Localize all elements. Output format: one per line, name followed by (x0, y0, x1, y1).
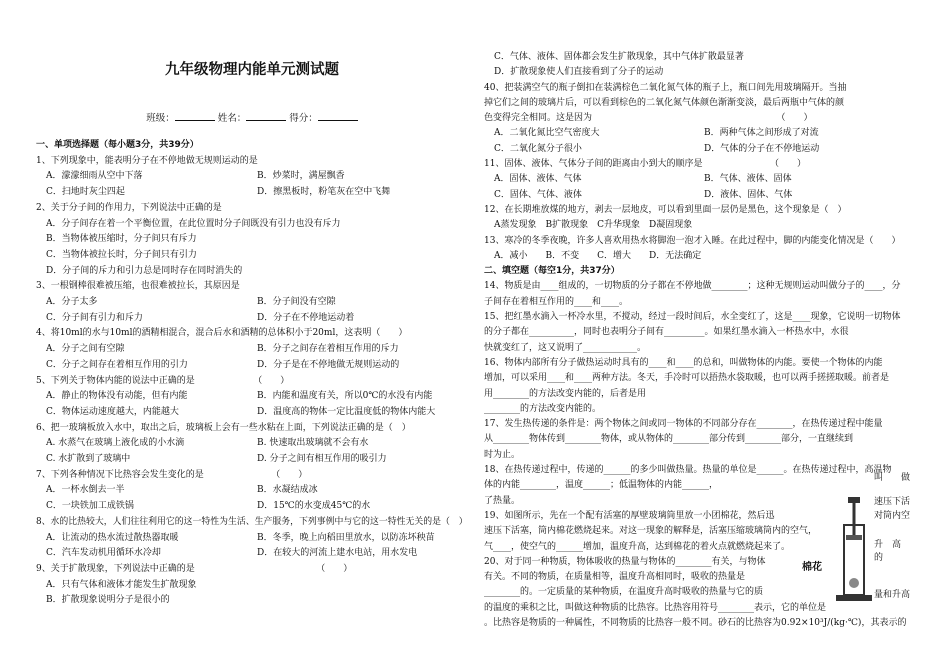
question-line: 11、固体、液体、气体分子间的距离由小到大的顺序是 （ ） (484, 159, 806, 170)
side-text-1: 速压下活 (874, 497, 911, 507)
question-line: C．气体、液体、固体都会发生扩散现象，其中气体扩散最显著 (494, 52, 744, 62)
option-text: C．一块铁加工成铁锅 (46, 501, 134, 512)
option-text: D．温度高的物体一定比温度低的物体内能大 (257, 406, 436, 417)
side-text-4: 量和升高 (874, 590, 911, 600)
option-text: C．二氧化氮分子很小 (494, 143, 582, 154)
question-line: ________的方法改变内能的。 (484, 403, 602, 414)
question-line (36, 342, 468, 358)
question-line (36, 169, 468, 185)
question-line: 12、在长期堆放煤的地方，剥去一层地皮，可以看到里面一层仍是黑色，这个现象是（ ） (484, 204, 847, 215)
option-text: C．汽车发动机用循环水冷却 (46, 548, 161, 559)
question-line: 3、一根钢棒很难被压缩，也很难被拉长，其原因是 (36, 281, 240, 292)
option-text: D．分子是在不停地做无规则运动的 (257, 359, 400, 370)
option-text: B．水凝结成冰 (257, 485, 318, 496)
option-text: B．冬季，晚上向稻田里放水，以防冻坏秧苗 (257, 532, 435, 543)
question-line: 17、发生热传递的条件是：两个物体之间或同一物体的不同部分存在________，在热传递过程中能量 (484, 419, 883, 430)
option-text: C．固体、气体、液体 (494, 189, 582, 200)
question-line: B．扩散现象说明分子是很小的 (46, 595, 170, 606)
question-line (36, 389, 468, 405)
option-text: C．分子之间存在着相互作用的引力 (46, 359, 188, 370)
question-line: 二、填空题（每空1分，共37分） (484, 266, 620, 277)
option-text: A．分子太多 (46, 297, 98, 308)
question-line: A．分子间存在着一个平衡位置，在此位置时分子间既没有引力也没有斥力 (46, 218, 341, 229)
question-line: 了热量。 (484, 495, 521, 506)
question-line: D．分子间的斥力和引力总是同时存在同时消失的 (46, 265, 243, 276)
option-text: B．分子间没有空隙 (257, 297, 336, 308)
question-line: C．当物体被拉长时，分子间只有引力 (46, 249, 197, 260)
figure-label: 棉花 (802, 562, 822, 573)
option-text: C. 水扩散到了玻璃中 (46, 454, 131, 465)
option-text: D. 分子之间有相互作用的吸引力 (257, 454, 387, 465)
option-text: B．炒菜时，满屋飘香 (257, 171, 345, 182)
question-line: 有关。不同的物质，在质量相等，温度升高相同时，吸收的热量是 (484, 572, 746, 583)
option-text: B．气体、液体、固体 (704, 174, 792, 185)
option-text: A．一杯水倒去一半 (46, 485, 125, 496)
option-text: A. 水蒸气在玻璃上液化成的小水滴 (46, 438, 185, 449)
page-title: 九年级物理内能单元测试题 (165, 62, 339, 78)
option-text: A．濛濛细雨从空中下落 (46, 171, 143, 182)
question-line: 9、关于扩散现象，下列说法中正确的是 （ ） (36, 563, 353, 574)
question-line (484, 126, 914, 141)
option-text: A．二氧化氮比空气密度大 (494, 128, 600, 139)
option-text: D．液体、固体、气体 (704, 189, 793, 200)
question-line: 5、下列关于物体内能的说法中正确的是 （ ） (36, 375, 290, 386)
name-label: 姓名： (217, 113, 247, 124)
score-blank[interactable] (318, 110, 358, 121)
question-line: 一、单项选择题（每小题3分，共39分） (36, 140, 199, 150)
question-line (36, 311, 468, 327)
option-text: C．分子间有引力和斥力 (46, 312, 143, 323)
question-line: 7、下列各种情况下比热容会发生变化的是 （ ） (36, 469, 308, 480)
option-text: B．内能和温度有关，所以0℃的水没有内能 (257, 391, 433, 402)
student-info (36, 110, 468, 124)
question-line: 气____，使空气的______增加，温度升高，达到棉花的着火点就燃烧起来了。 (484, 541, 791, 552)
question-line: 增加，可以采用____和____两种方法。冬天，手冷时可以捂热水袋取暖，也可以两手搓搓取暖。前者是 (484, 373, 890, 384)
question-line: 的分子都在__________，同时也表明分子间有_________。如果红墨水滴入一杯热水中，水很 (484, 327, 849, 338)
question-line (36, 405, 468, 421)
question-line: 13、寒冷的冬季夜晚，许多人喜欢用热水将脚泡一泡才入睡。在此过程中，脚的内能变化情况是（ ） (484, 235, 901, 246)
question-line: B．当物体被压缩时，分子间只有斥力 (46, 234, 197, 245)
class-blank[interactable] (175, 110, 215, 121)
question-line (484, 142, 914, 157)
question-line (36, 295, 468, 311)
question-line: 体的内能________，温度______；低温物体的内能______， (484, 480, 719, 491)
question-line: 用________的方法改变内能的，后者是用 (484, 388, 647, 399)
question-line (36, 531, 468, 547)
question-line: 时为止。 (484, 449, 521, 460)
score-label: 得分： (289, 113, 318, 124)
side-text-2: 对筒内空 (874, 511, 911, 521)
option-text: B. 快速取出玻璃就不会有水 (257, 438, 369, 449)
question-line: 2、关于分子间的作用力，下列说法中正确的是 (36, 202, 222, 213)
option-text: C．物体运动速度越大，内能越大 (46, 406, 179, 417)
option-text: B．两种气体之间形成了对流 (704, 128, 819, 139)
option-text: D．分子在不停地运动着 (257, 312, 355, 323)
question-line: 20、对于同一种物质，物体吸收的热量与物体的________有关，与物体 (484, 556, 766, 567)
question-line (36, 499, 468, 515)
option-text: C．扫地时灰尘四起 (46, 187, 125, 198)
name-blank[interactable] (246, 110, 286, 121)
question-line: 。比热容是物质的一种属性，不同物质的比热容一般不同。砂石的比热容为0.92×10³J/(kg·℃)，其表示的 (484, 617, 907, 628)
question-line: 速压下活塞，筒内棉花燃烧起来。对这一现象的解释是，活塞压缩玻璃筒内的空气， (484, 526, 818, 537)
question-line: A蒸发现象 B扩散现象 C升华现象 D凝固现象 (494, 220, 693, 231)
option-text: A．固体、液体、气体 (494, 174, 582, 185)
question-line: A．减小 B．不变 C．增大 D．无法确定 (494, 250, 702, 261)
question-line: D．扩散现象使人们直接看到了分子的运动 (494, 67, 664, 78)
question-line: 18、在热传递过程中，传递的______的多少叫做热量。热量的单位是______。在热传递过程中，高温物 (484, 465, 892, 476)
question-line: 子间存在着相互作用的____和____。 (484, 296, 629, 307)
option-text: B．分子之间存在着相互作用的斥力 (257, 344, 399, 355)
side-text-3: 升 高 的 (874, 540, 911, 563)
question-line (484, 172, 914, 187)
question-line: 14、物质是由____组成的，一切物质的分子都在不停地做________；这种无规则运动叫做分子的____，分 (484, 281, 901, 292)
question-line: 快就变红了，这又说明了____________。 (484, 342, 647, 353)
question-line: 的温度的乘积之比，叫做这种物质的比热容。比热容用符号________表示，它的单位是 (484, 602, 827, 613)
question-line (36, 185, 468, 201)
question-line (36, 452, 468, 468)
question-line (36, 436, 468, 452)
option-text: D．气体的分子在不停地运动 (704, 143, 820, 154)
option-text: A．让流动的热水流过散热器取暖 (46, 532, 179, 543)
option-text: D．擦黑板时，粉笔灰在空中飞舞 (257, 187, 391, 198)
question-line: 掉它们之间的玻璃片后，可以看到棕色的二氧化氮气体颜色渐渐变淡，最后两瓶中气体的颜 (484, 97, 845, 108)
question-line: 从________物体传到________物体，或从物体的________部分传到________部分，一直继续到 (484, 434, 854, 445)
question-line: 19、如图所示，先在一个配有活塞的厚壁玻璃筒里放一小团棉花，然后迅 (484, 510, 775, 521)
option-text: D．在较大的河流上建水电站，用水发电 (257, 548, 418, 559)
question-line: 15、把红墨水滴入一杯冷水里，不搅动，经过一段时间后，水全变红了，这是____现象，它说明一切物体 (484, 312, 901, 323)
side-text-5: 叫 做 (874, 473, 911, 483)
question-line: 4、将10ml的水与10ml的酒精相混合，混合后水和酒精的总体积小于20ml，这表明（ ） (36, 328, 408, 339)
question-line (36, 483, 468, 499)
question-line: A．只有气体和液体才能发生扩散现象 (46, 579, 197, 590)
question-line: 1、下列现象中，能表明分子在不停地做无规则运动的是 (36, 155, 258, 166)
question-line: 40、把装满空气的瓶子倒扣在装满棕色二氧化氮气体的瓶子上，瓶口间先用玻璃隔开。当抽 (484, 82, 847, 93)
class-label: 班级： (146, 113, 175, 124)
question-line (36, 358, 468, 374)
option-text: A．静止的物体没有动能，但有内能 (46, 391, 188, 402)
left-question-list (36, 138, 468, 609)
question-line: 6、把一玻璃板放入水中，取出之后，玻璃板上会有一些水粘在上面，下列说法正确的是（ ） (36, 422, 411, 433)
question-line: 16、物体内部所有分子做热运动时具有的____和____的总和，叫做物体的内能。要使一个物体的内能 (484, 357, 883, 368)
option-text: D．15℃的水变成45℃的水 (257, 501, 371, 512)
question-line (36, 546, 468, 562)
question-line (484, 188, 914, 203)
option-text: A．分子之间有空隙 (46, 344, 125, 355)
question-line: 8、水的比热较大，人们往往利用它的这一特性为生活、生产服务，下列事例中与它的这一特性无关的是（ ） (36, 516, 468, 527)
question-line: ________的。一定质量的某种物质，在温度升高时吸收的热量与它的质 (484, 587, 764, 598)
question-line: 色变得完全相同。这是因为 （ ） (484, 113, 813, 124)
